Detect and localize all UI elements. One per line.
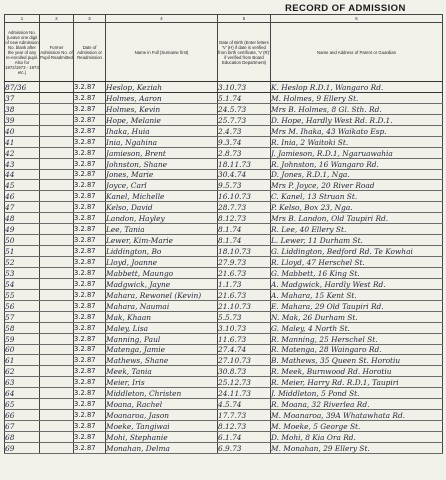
date-of-birth-cell: 3.10.73 xyxy=(218,82,271,93)
date-of-birth-cell: 6.1.74 xyxy=(218,432,271,443)
table-row xyxy=(5,257,443,268)
admission-date-cell: 3.2.87 xyxy=(74,410,106,421)
admission-date-cell: 3.2.87 xyxy=(74,355,106,366)
pupil-name-cell: Mahara, Rewonel (Kevin) xyxy=(106,289,218,300)
admission-number-cell: 63 xyxy=(5,377,40,388)
date-of-birth-cell: 21.10.73 xyxy=(218,300,271,311)
parent-guardian-cell: B. Mathews, 35 Queen St. Horotiu xyxy=(271,355,443,366)
date-of-birth-cell: 25.12.73 xyxy=(218,377,271,388)
column-number: 2 xyxy=(40,15,74,23)
admission-number-cell: 53 xyxy=(5,267,40,278)
former-admission-no-heading: Former Admission No. of Pupil Readmitted xyxy=(40,23,74,82)
pupil-name-cell: Mathews, Shane xyxy=(106,355,218,366)
admission-number-cell: 46 xyxy=(5,191,40,202)
date-of-birth-cell: 9.5.73 xyxy=(218,180,271,191)
parent-guardian-cell: R. Lloyd, 47 Herschel St. xyxy=(271,257,443,268)
table-row xyxy=(5,442,443,453)
pupil-name-cell: Matenga, Jamie xyxy=(106,344,218,355)
former-admission-cell xyxy=(40,224,74,235)
admission-date-cell: 3.2.87 xyxy=(74,92,106,103)
parent-guardian-cell: R. Inia, 2 Waitoki St. xyxy=(271,136,443,147)
admission-date-cell: 3.2.87 xyxy=(74,442,106,453)
pupil-name-cell: Mak, Khaan xyxy=(106,311,218,322)
former-admission-cell xyxy=(40,92,74,103)
former-admission-cell xyxy=(40,202,74,213)
date-of-birth-cell: 30.8.73 xyxy=(218,366,271,377)
register-entries xyxy=(5,82,443,454)
parent-guardian-cell: J. Jamieson, R.D.1, Ngaruawahia xyxy=(271,147,443,158)
admission-number-cell: 59 xyxy=(5,333,40,344)
parent-guardian-cell: G. Maley, 4 North St. xyxy=(271,322,443,333)
admission-number-cell: 58 xyxy=(5,322,40,333)
admission-number-cell: 42 xyxy=(5,147,40,158)
admission-date-cell: 3.2.87 xyxy=(74,114,106,125)
admission-date-cell: 3.2.87 xyxy=(74,432,106,443)
table-row xyxy=(5,202,443,213)
admission-date-cell: 3.2.87 xyxy=(74,278,106,289)
admission-date-cell: 3.2.87 xyxy=(74,180,106,191)
admission-number-cell: 40 xyxy=(5,125,40,136)
former-admission-cell xyxy=(40,246,74,257)
admission-number-cell: 65 xyxy=(5,399,40,410)
date-of-birth-cell: 27.9.73 xyxy=(218,257,271,268)
date-of-birth-cell: 24.5.73 xyxy=(218,103,271,114)
date-of-birth-cell: 8.12.73 xyxy=(218,213,271,224)
table-row xyxy=(5,388,443,399)
table-row xyxy=(5,224,443,235)
table-row xyxy=(5,180,443,191)
date-of-birth-cell: 18.11.73 xyxy=(218,158,271,169)
name-in-full-heading: Name in Full (Surname first) xyxy=(106,23,218,82)
former-admission-cell xyxy=(40,399,74,410)
parent-guardian-cell: E. Mahara, 29 Old Taupiri Rd. xyxy=(271,300,443,311)
table-row xyxy=(5,410,443,421)
date-of-birth-cell: 8.1.74 xyxy=(218,235,271,246)
pupil-name-cell: Middleton, Christen xyxy=(106,388,218,399)
parent-guardian-heading: Name and Address of Parent or Guardian xyxy=(271,23,443,82)
former-admission-cell xyxy=(40,147,74,158)
admission-date-cell: 3.2.87 xyxy=(74,125,106,136)
admission-number-cell: 45 xyxy=(5,180,40,191)
table-row xyxy=(5,246,443,257)
admission-date-cell: 3.2.87 xyxy=(74,333,106,344)
date-of-birth-cell: 16.10.73 xyxy=(218,191,271,202)
parent-guardian-cell: D. Jones, R.D.1, Nga. xyxy=(271,169,443,180)
admission-number-cell: 49 xyxy=(5,224,40,235)
date-of-birth-cell: 4.5.74 xyxy=(218,399,271,410)
admission-date-cell: 3.2.87 xyxy=(74,399,106,410)
admission-number-cell: 66 xyxy=(5,410,40,421)
parent-guardian-cell: G. Liddington, Bedford Rd. Te Kowhai xyxy=(271,246,443,257)
parent-guardian-cell: Mrs M. Ihaka, 43 Waikato Esp. xyxy=(271,125,443,136)
pupil-name-cell: Holmes, Kevin xyxy=(106,103,218,114)
admission-date-cell: 3.2.87 xyxy=(74,388,106,399)
date-of-birth-cell: 5.1.74 xyxy=(218,92,271,103)
column-number: 4 xyxy=(106,15,218,23)
pupil-name-cell: Johnston, Shane xyxy=(106,158,218,169)
pupil-name-cell: Moeke, Tangiwai xyxy=(106,421,218,432)
parent-guardian-cell: R. Johnston, 16 Wangaro Rd. xyxy=(271,158,443,169)
former-admission-cell xyxy=(40,311,74,322)
table-row xyxy=(5,213,443,224)
admission-date-cell: 3.2.87 xyxy=(74,322,106,333)
admission-date-cell: 3.2.87 xyxy=(74,300,106,311)
date-of-birth-cell: 3.10.73 xyxy=(218,322,271,333)
pupil-name-cell: Lewer, Kim-Marie xyxy=(106,235,218,246)
pupil-name-cell: Meier, Iris xyxy=(106,377,218,388)
former-admission-cell xyxy=(40,322,74,333)
former-admission-cell xyxy=(40,169,74,180)
parent-guardian-cell: G. Mabbett, 16 King St. xyxy=(271,267,443,278)
date-of-birth-cell: 11.6.73 xyxy=(218,333,271,344)
date-of-birth-cell: 8.12.73 xyxy=(218,421,271,432)
date-of-birth-cell: 21.6.73 xyxy=(218,289,271,300)
parent-guardian-cell: R. Moana, 32 Riverlea Rd. xyxy=(271,399,443,410)
admission-number-cell: 54 xyxy=(5,278,40,289)
admission-date-cell: 3.2.87 xyxy=(74,147,106,158)
date-of-birth-cell: 24.11.73 xyxy=(218,388,271,399)
column-number-row xyxy=(5,15,443,23)
date-of-birth-cell: 2.4.73 xyxy=(218,125,271,136)
pupil-name-cell: Jones, Marie xyxy=(106,169,218,180)
pupil-name-cell: Hope, Melanie xyxy=(106,114,218,125)
parent-guardian-cell: Mrs B. Holmes, 8 Gl. Sth. Rd. xyxy=(271,103,443,114)
former-admission-cell xyxy=(40,442,74,453)
pupil-name-cell: Meek, Tania xyxy=(106,366,218,377)
date-of-birth-cell: 27.10.73 xyxy=(218,355,271,366)
pupil-name-cell: Mabbett, Maungo xyxy=(106,267,218,278)
table-row xyxy=(5,300,443,311)
admission-number-cell: 87/36 xyxy=(5,82,40,93)
parent-guardian-cell: J. Middleton, 5 Pond St. xyxy=(271,388,443,399)
date-of-birth-heading: Date of Birth (Enter letters 'V' (H) if date is verified from birth certificate, 'V (R)' if verified from Board Education Department) xyxy=(218,23,271,82)
admission-date-cell: 3.2.87 xyxy=(74,136,106,147)
admission-number-cell: 57 xyxy=(5,311,40,322)
parent-guardian-cell: Mrs B. Landon, Old Taupiri Rd. xyxy=(271,213,443,224)
admission-number-cell: 39 xyxy=(5,114,40,125)
admission-number-cell: 60 xyxy=(5,344,40,355)
column-number: 1 xyxy=(5,15,40,23)
table-row xyxy=(5,377,443,388)
table-row xyxy=(5,125,443,136)
former-admission-cell xyxy=(40,257,74,268)
former-admission-cell xyxy=(40,125,74,136)
parent-guardian-cell: R. Matenga, 28 Waingaro Rd. xyxy=(271,344,443,355)
pupil-name-cell: Kanel, Michelle xyxy=(106,191,218,202)
parent-guardian-cell: M. Monahan, 29 Ellery St. xyxy=(271,442,443,453)
table-row xyxy=(5,82,443,93)
former-admission-cell xyxy=(40,278,74,289)
pupil-name-cell: Mahara, Naumai xyxy=(106,300,218,311)
parent-guardian-cell: P. Kelso, Box 23, Nga. xyxy=(271,202,443,213)
admission-number-cell: 38 xyxy=(5,103,40,114)
pupil-name-cell: Liddington, Bo xyxy=(106,246,218,257)
pupil-name-cell: Monahan, Delma xyxy=(106,442,218,453)
admission-number-cell: 55 xyxy=(5,289,40,300)
pupil-name-cell: Lee, Tania xyxy=(106,224,218,235)
date-of-birth-cell: 28.7.73 xyxy=(218,202,271,213)
former-admission-cell xyxy=(40,191,74,202)
parent-guardian-cell: N. Mak, 26 Durham St. xyxy=(271,311,443,322)
date-of-birth-cell: 9.3.74 xyxy=(218,136,271,147)
table-header xyxy=(5,15,443,82)
former-admission-cell xyxy=(40,136,74,147)
admission-number-cell: 43 xyxy=(5,158,40,169)
table-row xyxy=(5,147,443,158)
column-number: 3 xyxy=(74,15,106,23)
admission-number-cell: 41 xyxy=(5,136,40,147)
admission-date-cell: 3.2.87 xyxy=(74,257,106,268)
table-row xyxy=(5,191,443,202)
table-row xyxy=(5,366,443,377)
date-of-birth-cell: 6.9.73 xyxy=(218,442,271,453)
table-row xyxy=(5,267,443,278)
column-heading-row xyxy=(5,23,443,82)
table-row xyxy=(5,289,443,300)
pupil-name-cell: Mohi, Stephanie xyxy=(106,432,218,443)
admission-number-cell: 62 xyxy=(5,366,40,377)
admission-date-cell: 3.2.87 xyxy=(74,366,106,377)
admission-date-cell: 3.2.87 xyxy=(74,344,106,355)
pupil-name-cell: Kelso, David xyxy=(106,202,218,213)
pupil-name-cell: Ihaka, Huia xyxy=(106,125,218,136)
table-row xyxy=(5,136,443,147)
admission-date-cell: 3.2.87 xyxy=(74,267,106,278)
pupil-name-cell: Moana, Rachel xyxy=(106,399,218,410)
admission-date-cell: 3.2.87 xyxy=(74,246,106,257)
table-row xyxy=(5,158,443,169)
pupil-name-cell: Manning, Paul xyxy=(106,333,218,344)
parent-guardian-cell: C. Kanel, 13 Struan St. xyxy=(271,191,443,202)
column-number: 5 xyxy=(218,15,271,23)
parent-guardian-cell: A. Mahara, 15 Kent St. xyxy=(271,289,443,300)
former-admission-cell xyxy=(40,235,74,246)
admission-date-cell: 3.2.87 xyxy=(74,202,106,213)
admission-date-cell: 3.2.87 xyxy=(74,82,106,93)
admission-date-cell: 3.2.87 xyxy=(74,169,106,180)
date-of-birth-cell: 30.4.74 xyxy=(218,169,271,180)
admission-date-cell: 3.2.87 xyxy=(74,191,106,202)
parent-guardian-cell: R. Lee, 40 Ellery St. xyxy=(271,224,443,235)
admission-number-cell: 51 xyxy=(5,246,40,257)
parent-guardian-cell: Mrs P. Joyce, 20 River Road xyxy=(271,180,443,191)
parent-guardian-cell: K. Heslop R.D.1, Wangaro Rd. xyxy=(271,82,443,93)
admission-date-cell: 3.2.87 xyxy=(74,213,106,224)
date-of-birth-cell: 17.7.73 xyxy=(218,410,271,421)
parent-guardian-cell: R. Meek, Burnwood Rd. Horotiu xyxy=(271,366,443,377)
table-row xyxy=(5,311,443,322)
page-title: RECORD OF ADMISSION xyxy=(285,3,406,14)
parent-guardian-cell: D. Hope, Hardly West Rd. R.D.1. xyxy=(271,114,443,125)
date-of-birth-cell: 18.10.73 xyxy=(218,246,271,257)
pupil-name-cell: Moanaroa, Jason xyxy=(106,410,218,421)
former-admission-cell xyxy=(40,388,74,399)
table-row xyxy=(5,103,443,114)
parent-guardian-cell: A. Madgwick, Hardly West Rd. xyxy=(271,278,443,289)
table-row xyxy=(5,169,443,180)
admission-number-cell: 69 xyxy=(5,442,40,453)
admission-no-heading: Admission No. (Leave one digit of new Admission No. blank after the year of any re-enrolled pupil. Also for 1972/1973 - 1973 etc.) xyxy=(5,23,40,82)
table-row xyxy=(5,421,443,432)
date-of-birth-cell: 21.6.73 xyxy=(218,267,271,278)
table-row xyxy=(5,333,443,344)
pupil-name-cell: Holmes, Aaron xyxy=(106,92,218,103)
former-admission-cell xyxy=(40,267,74,278)
parent-guardian-cell: L. Lewer, 11 Durham St. xyxy=(271,235,443,246)
former-admission-cell xyxy=(40,82,74,93)
date-of-admission-heading: Date of Admission or Readmission xyxy=(74,23,106,82)
parent-guardian-cell: R. Manning, 25 Herschel St. xyxy=(271,333,443,344)
parent-guardian-cell: D. Mohi, 8 Kia Ora Rd. xyxy=(271,432,443,443)
pupil-name-cell: Lloyd, Joanne xyxy=(106,257,218,268)
parent-guardian-cell: M. Moeke, 5 George St. xyxy=(271,421,443,432)
admission-number-cell: 68 xyxy=(5,432,40,443)
admission-date-cell: 3.2.87 xyxy=(74,103,106,114)
admission-number-cell: 64 xyxy=(5,388,40,399)
admission-date-cell: 3.2.87 xyxy=(74,289,106,300)
former-admission-cell xyxy=(40,180,74,191)
column-number: 6 xyxy=(271,15,443,23)
date-of-birth-cell: 1.1.73 xyxy=(218,278,271,289)
former-admission-cell xyxy=(40,103,74,114)
table-row xyxy=(5,432,443,443)
table-row xyxy=(5,114,443,125)
former-admission-cell xyxy=(40,289,74,300)
former-admission-cell xyxy=(40,377,74,388)
parent-guardian-cell: M. Holmes, 9 Ellery St. xyxy=(271,92,443,103)
pupil-name-cell: Inia, Ngahina xyxy=(106,136,218,147)
admission-number-cell: 48 xyxy=(5,213,40,224)
table-row xyxy=(5,322,443,333)
pupil-name-cell: Jamieson, Brent xyxy=(106,147,218,158)
admission-number-cell: 37 xyxy=(5,92,40,103)
admission-date-cell: 3.2.87 xyxy=(74,235,106,246)
date-of-birth-cell: 25.7.73 xyxy=(218,114,271,125)
date-of-birth-cell: 8.1.74 xyxy=(218,224,271,235)
former-admission-cell xyxy=(40,213,74,224)
table-row xyxy=(5,235,443,246)
parent-guardian-cell: M. Moanaroa, 39A Whatawhata Rd. xyxy=(271,410,443,421)
former-admission-cell xyxy=(40,333,74,344)
pupil-name-cell: Joyce, Carl xyxy=(106,180,218,191)
table-row xyxy=(5,355,443,366)
pupil-name-cell: Heslop, Keziah xyxy=(106,82,218,93)
admission-number-cell: 52 xyxy=(5,257,40,268)
date-of-birth-cell: 5.5.73 xyxy=(218,311,271,322)
former-admission-cell xyxy=(40,158,74,169)
admission-number-cell: 61 xyxy=(5,355,40,366)
former-admission-cell xyxy=(40,410,74,421)
table-row xyxy=(5,399,443,410)
admission-number-cell: 56 xyxy=(5,300,40,311)
admission-date-cell: 3.2.87 xyxy=(74,311,106,322)
former-admission-cell xyxy=(40,114,74,125)
admission-register-table xyxy=(4,14,443,454)
table-row xyxy=(5,344,443,355)
pupil-name-cell: Landon, Hayley xyxy=(106,213,218,224)
pupil-name-cell: Maley, Lisa xyxy=(106,322,218,333)
date-of-birth-cell: 27.4.74 xyxy=(218,344,271,355)
admission-number-cell: 44 xyxy=(5,169,40,180)
table-row xyxy=(5,92,443,103)
admission-number-cell: 50 xyxy=(5,235,40,246)
former-admission-cell xyxy=(40,344,74,355)
former-admission-cell xyxy=(40,421,74,432)
admission-number-cell: 67 xyxy=(5,421,40,432)
pupil-name-cell: Madgwick, Jayne xyxy=(106,278,218,289)
former-admission-cell xyxy=(40,355,74,366)
former-admission-cell xyxy=(40,300,74,311)
admission-number-cell: 47 xyxy=(5,202,40,213)
former-admission-cell xyxy=(40,432,74,443)
former-admission-cell xyxy=(40,366,74,377)
parent-guardian-cell: R. Meier, Harry Rd. R.D.1, Taupiri xyxy=(271,377,443,388)
admission-date-cell: 3.2.87 xyxy=(74,377,106,388)
date-of-birth-cell: 2.8.73 xyxy=(218,147,271,158)
table-row xyxy=(5,278,443,289)
admission-date-cell: 3.2.87 xyxy=(74,421,106,432)
admission-date-cell: 3.2.87 xyxy=(74,224,106,235)
admission-date-cell: 3.2.87 xyxy=(74,158,106,169)
